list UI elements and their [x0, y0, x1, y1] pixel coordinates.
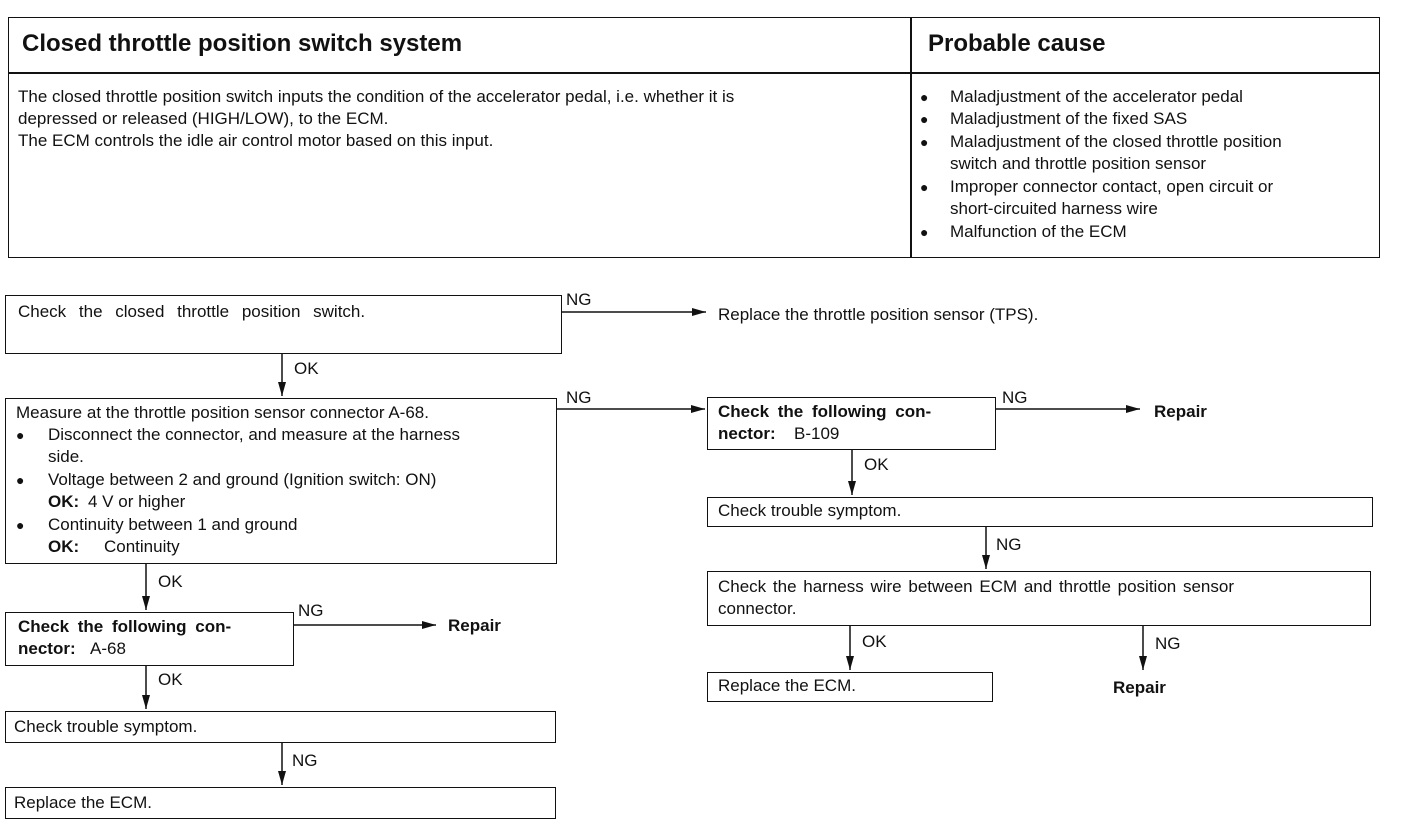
ok-label: OK [864, 455, 889, 474]
ok-label: OK [158, 670, 183, 689]
right-connector-label: Check the following con- [718, 402, 932, 421]
left-replace-text: Replace the ECM. [14, 793, 152, 812]
bullet-icon: ● [920, 179, 929, 195]
bullet-icon: ● [920, 111, 929, 127]
ng-label: NG [566, 388, 592, 407]
step2-ok-label: OK: [48, 492, 80, 511]
ng-label: NG [996, 535, 1022, 554]
bullet-icon: ● [920, 224, 929, 240]
probable-cause-title: Probable cause [928, 30, 1106, 57]
right-harness-text: Check the harness wire between ECM and throttle position sensor [718, 577, 1234, 596]
left-connector-label: Check the following con- [18, 617, 232, 636]
cause-item: Malfunction of the ECM [950, 222, 1127, 241]
step2-ok-value: 4 V or higher [88, 492, 186, 511]
left-symptom-text: Check trouble symptom. [14, 717, 198, 736]
step2-title: Measure at the throttle position sensor connector A-68. [16, 403, 429, 422]
system-title: Closed throttle position switch system [22, 30, 463, 57]
ng-label: NG [1155, 634, 1181, 653]
bullet-icon: ● [16, 517, 25, 533]
step2-bullet-1-cont: side. [48, 447, 84, 466]
cause-item: Improper connector contact, open circuit or [950, 177, 1274, 196]
cause-item: Maladjustment of the fixed SAS [950, 109, 1188, 128]
cause-item: Maladjustment of the accelerator pedal [950, 87, 1243, 106]
right-symptom-text: Check trouble symptom. [718, 501, 902, 520]
system-description-line-1: The closed throttle position switch inputs the condition of the accelerator pedal, i.e. whether it is [18, 87, 735, 106]
ok-label: OK [158, 572, 183, 591]
ng-label: NG [298, 601, 324, 620]
repair-label: Repair [448, 616, 501, 635]
right-connector-id: B-109 [794, 424, 840, 443]
cause-item: Maladjustment of the closed throttle position [950, 132, 1282, 151]
step1-ng-result: Replace the throttle position sensor (TPS). [718, 305, 1039, 324]
right-connector-label-2: nector: [718, 424, 776, 443]
system-description-line-2: depressed or released (HIGH/LOW), to the ECM. [18, 109, 389, 128]
cause-item-cont: switch and throttle position sensor [950, 154, 1207, 173]
right-replace-text: Replace the ECM. [718, 676, 856, 695]
left-connector-label-2: nector: [18, 639, 76, 658]
left-connector-id: A-68 [90, 639, 126, 658]
step2-bullet-2: Voltage between 2 and ground (Ignition switch: ON) [48, 470, 437, 489]
bullet-icon: ● [920, 134, 929, 150]
ok-label: OK [862, 632, 887, 651]
ng-label: NG [292, 751, 318, 770]
bullet-icon: ● [16, 427, 25, 443]
right-harness-text-cont: connector. [718, 599, 797, 618]
ok-label: OK [294, 359, 319, 378]
repair-label: Repair [1113, 678, 1166, 697]
system-description-line-3: The ECM controls the idle air control motor based on this input. [18, 131, 494, 150]
step2-bullet-1: Disconnect the connector, and measure at the harness [48, 425, 461, 444]
ng-label: NG [566, 290, 592, 309]
step2-ok-value: Continuity [104, 537, 180, 556]
bullet-icon: ● [16, 472, 25, 488]
step1-text: Check the closed throttle position switch. [18, 302, 366, 321]
step2-ok-label: OK: [48, 537, 80, 556]
ng-label: NG [1002, 388, 1028, 407]
cause-item-cont: short-circuited harness wire [950, 199, 1158, 218]
step2-bullet-3: Continuity between 1 and ground [48, 515, 298, 534]
repair-label: Repair [1154, 402, 1207, 421]
bullet-icon: ● [920, 89, 929, 105]
